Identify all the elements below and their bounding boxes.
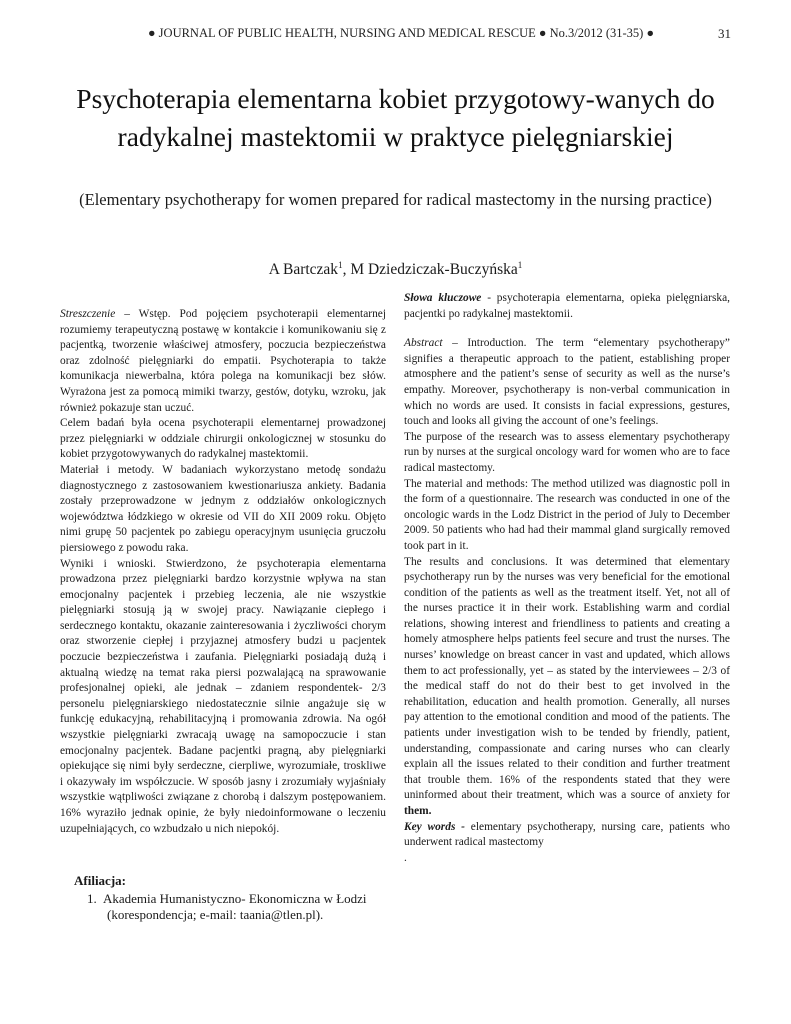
author-separator: ,: [342, 261, 351, 279]
affiliation-title: Afiliacja:: [74, 873, 126, 888]
affiliation-block: [74, 873, 434, 924]
cel-paragraph: Celem badań była ocena psychoterapii elementarnej prowadzonej przez pielęgniarki w oddziale chirurgii onkologicznej w stosunku do kobiet przygotowywanych do radykalnej mastektomii.: [60, 417, 386, 461]
affiliation-item: [74, 891, 434, 908]
keywords-paragraph: [404, 820, 730, 851]
affiliation-contact: (korespondencja; e-mail: taania@tlen.pl).: [107, 907, 324, 922]
trailing-dot: .: [404, 851, 407, 864]
streszczenie-label: Streszczenie: [60, 308, 116, 320]
streszczenie-text: – Wstęp. Pod pojęciem psychoterapii elementarnej rozumiemy terapeutyczną postawę w kontakcie i komunikowaniu się z pacjentką, tworzenie właściwej atmosfery, poczucia bezpieczeństwa oraz zdolność pielęgniarki do empatii. Psychoterapia to także komunikacja niewerbalna, która polega na komunikacji bez słów. Wyrażona jest za pomocą mimiki twarzy, gestów, dotyku, wzroku, jak również pokazuje stan uczuć.: [60, 308, 386, 414]
abstract-paragraph: [404, 336, 730, 430]
slowa-kluczowe-text: - psychoterapia elementarna, opieka pielęgniarska, pacjentki po radykalnej mastektomii.: [404, 292, 730, 320]
author-1: A Bartczak: [268, 261, 339, 279]
page-number: 31: [718, 26, 731, 41]
material-paragraph: Materiał i metody. W badaniach wykorzystano metodę sondażu diagnostycznego z zastosowaniem kwestionariusza ankiety. Badania zostały przeprowadzone w jednym z oddziałów onkologicznych województwa łódzkiego w okresie od VII do XII 2009 roku. Objęto nimi grupę 50 pacjentek po zabiegu operacyjnym usunięcia gruczołu piersiowego z powodu raka.: [60, 463, 386, 554]
keywords-text: elementary psychotherapy, nursing care, patients who underwent radical mastectomy: [404, 820, 730, 849]
methods-paragraph: The material and methods: The method utilized was diagnostic poll in the form of a questionnaire. The research was conducted in one of the oncologic wards in the Lodz District in the period of July to December 2009. 50 patients who had had their mammal gland surgically removed took part in it.: [404, 477, 730, 552]
paper-title: Psychoterapia elementarna kobiet przygotowy-wanych do radykalnej mastektomii w praktyce pielęgniarskiej: [76, 83, 715, 152]
slowa-kluczowe-paragraph: [404, 291, 730, 322]
purpose-paragraph: The purpose of the research was to assess elementary psychotherapy run by nurses at the surgical oncology ward for women who are to face radical mastectomy.: [404, 430, 730, 474]
abstract-label: Abstract: [404, 337, 443, 350]
running-header: [0, 26, 791, 44]
results-text: The results and conclusions. It was determined that elementary psychotherapy run by the nurses was very beneficial for the emotional condition of the patients as well as the treatment itself. Yet, not all of the nurses practice it in their work. Establishing warm and cordial relations, showing interest and friendliness to patients and creating a homely atmosphere helps patients feel secure and trust the nurses. The nurses’ knowledge on breast cancer in vast and updated, which allows them to act professionally, yet – as stated by the interviewees – 2/3 of the medical staff do not do their best to get involved in the rehabilitation, education and health promotion. Generally, all nurses pay attention to the emotional condition and mood of the patients. The patients under investigation wish to be tended by friendly, patient, understanding, compassionate and caring nurses who can clearly explain all the issues related to their condition and further treatment that trouble them. 16% of the respondents stated that they were uninformed about their treatment, which was a source of anxiety for: [404, 555, 730, 802]
right-column: [404, 291, 730, 866]
left-column: [60, 307, 386, 837]
results-paragraph: [404, 555, 730, 820]
affiliation-institution: Akademia Humanistyczno- Ekonomiczna w Łodzi: [103, 890, 367, 906]
wyniki-paragraph: Wyniki i wnioski. Stwierdzono, że psychoterapia elementarna prowadzona przez pielęgniarki bardzo korzystnie wpływa na stan emocjonalny pacjentek i przebieg leczenia, ale nie wszystkie pielęgniarki stosują ją w swojej pracy. Nawiązanie ciepłego i serdecznego kontaktu, okazanie zainteresowania i życzliwości chorym oraz stworzenie ciepłej i przyjaznej atmosfery budzi u pacjentek poczucie bezpieczeństwa i zaufania. Pielęgniarki posiadają dużą i aktualną wiedzę na temat raka piersi pozwalającą na sprawowanie profesjonalnej opieki, ale jednak – zdaniem respondentek- 2/3 personelu pielęgniarskiego niedostatecznie silnie angażuje się w funkcję edukacyjną, rehabilitacyjną i promowania zdrowia. Na ogół wszystkie pielęgniarki zwracają uwagę na samopoczucie i stan emocjonalny pacjentek. Badane pacjentki pragną, aby pielęgniarki opiekujące się nimi były serdeczne, cierpliwe, wyrozumiałe, troskliwe i okazywały im współczucie. W sposób jasny i zrozumiały wyjaśniały wszystkie wątpliwości związane z chorobą i dalszym postępowaniem. 16% wyraziło jednak opinie, że były niedoinformowane o leczeniu uzupełniających, co wzbudzało u nich niepokój.: [60, 557, 386, 835]
paper-subtitle: (Elementary psychotherapy for women prepared for radical mastectomy in the nursing practice): [79, 190, 712, 209]
keywords-label: Key words -: [404, 820, 465, 833]
affiliation-number: 1.: [87, 890, 97, 906]
author-2: M Dziedziczak-Buczyńska: [350, 261, 518, 279]
results-end: them.: [404, 805, 432, 817]
author-1-affiliation: 1: [338, 260, 343, 270]
journal-header: ● JOURNAL OF PUBLIC HEALTH, NURSING AND MEDICAL RESCUE ● No.3/2012 (31-35) ●: [148, 26, 654, 40]
abstract-text: – Introduction. The term “elementary psychotherapy” signifies a therapeutic approach to the patient, establishing proper atmosphere and the patient’s sense of security as well as the nurse’s empathy. Moreover, psychotherapy is non-verbal communication in which no words are used. It consists in facial expressions, gestures, touch and looks all giving the account of one’s feelings.: [404, 337, 730, 428]
streszczenie-paragraph: [60, 307, 386, 416]
author-list: [0, 260, 791, 279]
author-2-affiliation: 1: [517, 260, 523, 270]
slowa-kluczowe-label: Słowa kluczowe: [404, 292, 482, 304]
